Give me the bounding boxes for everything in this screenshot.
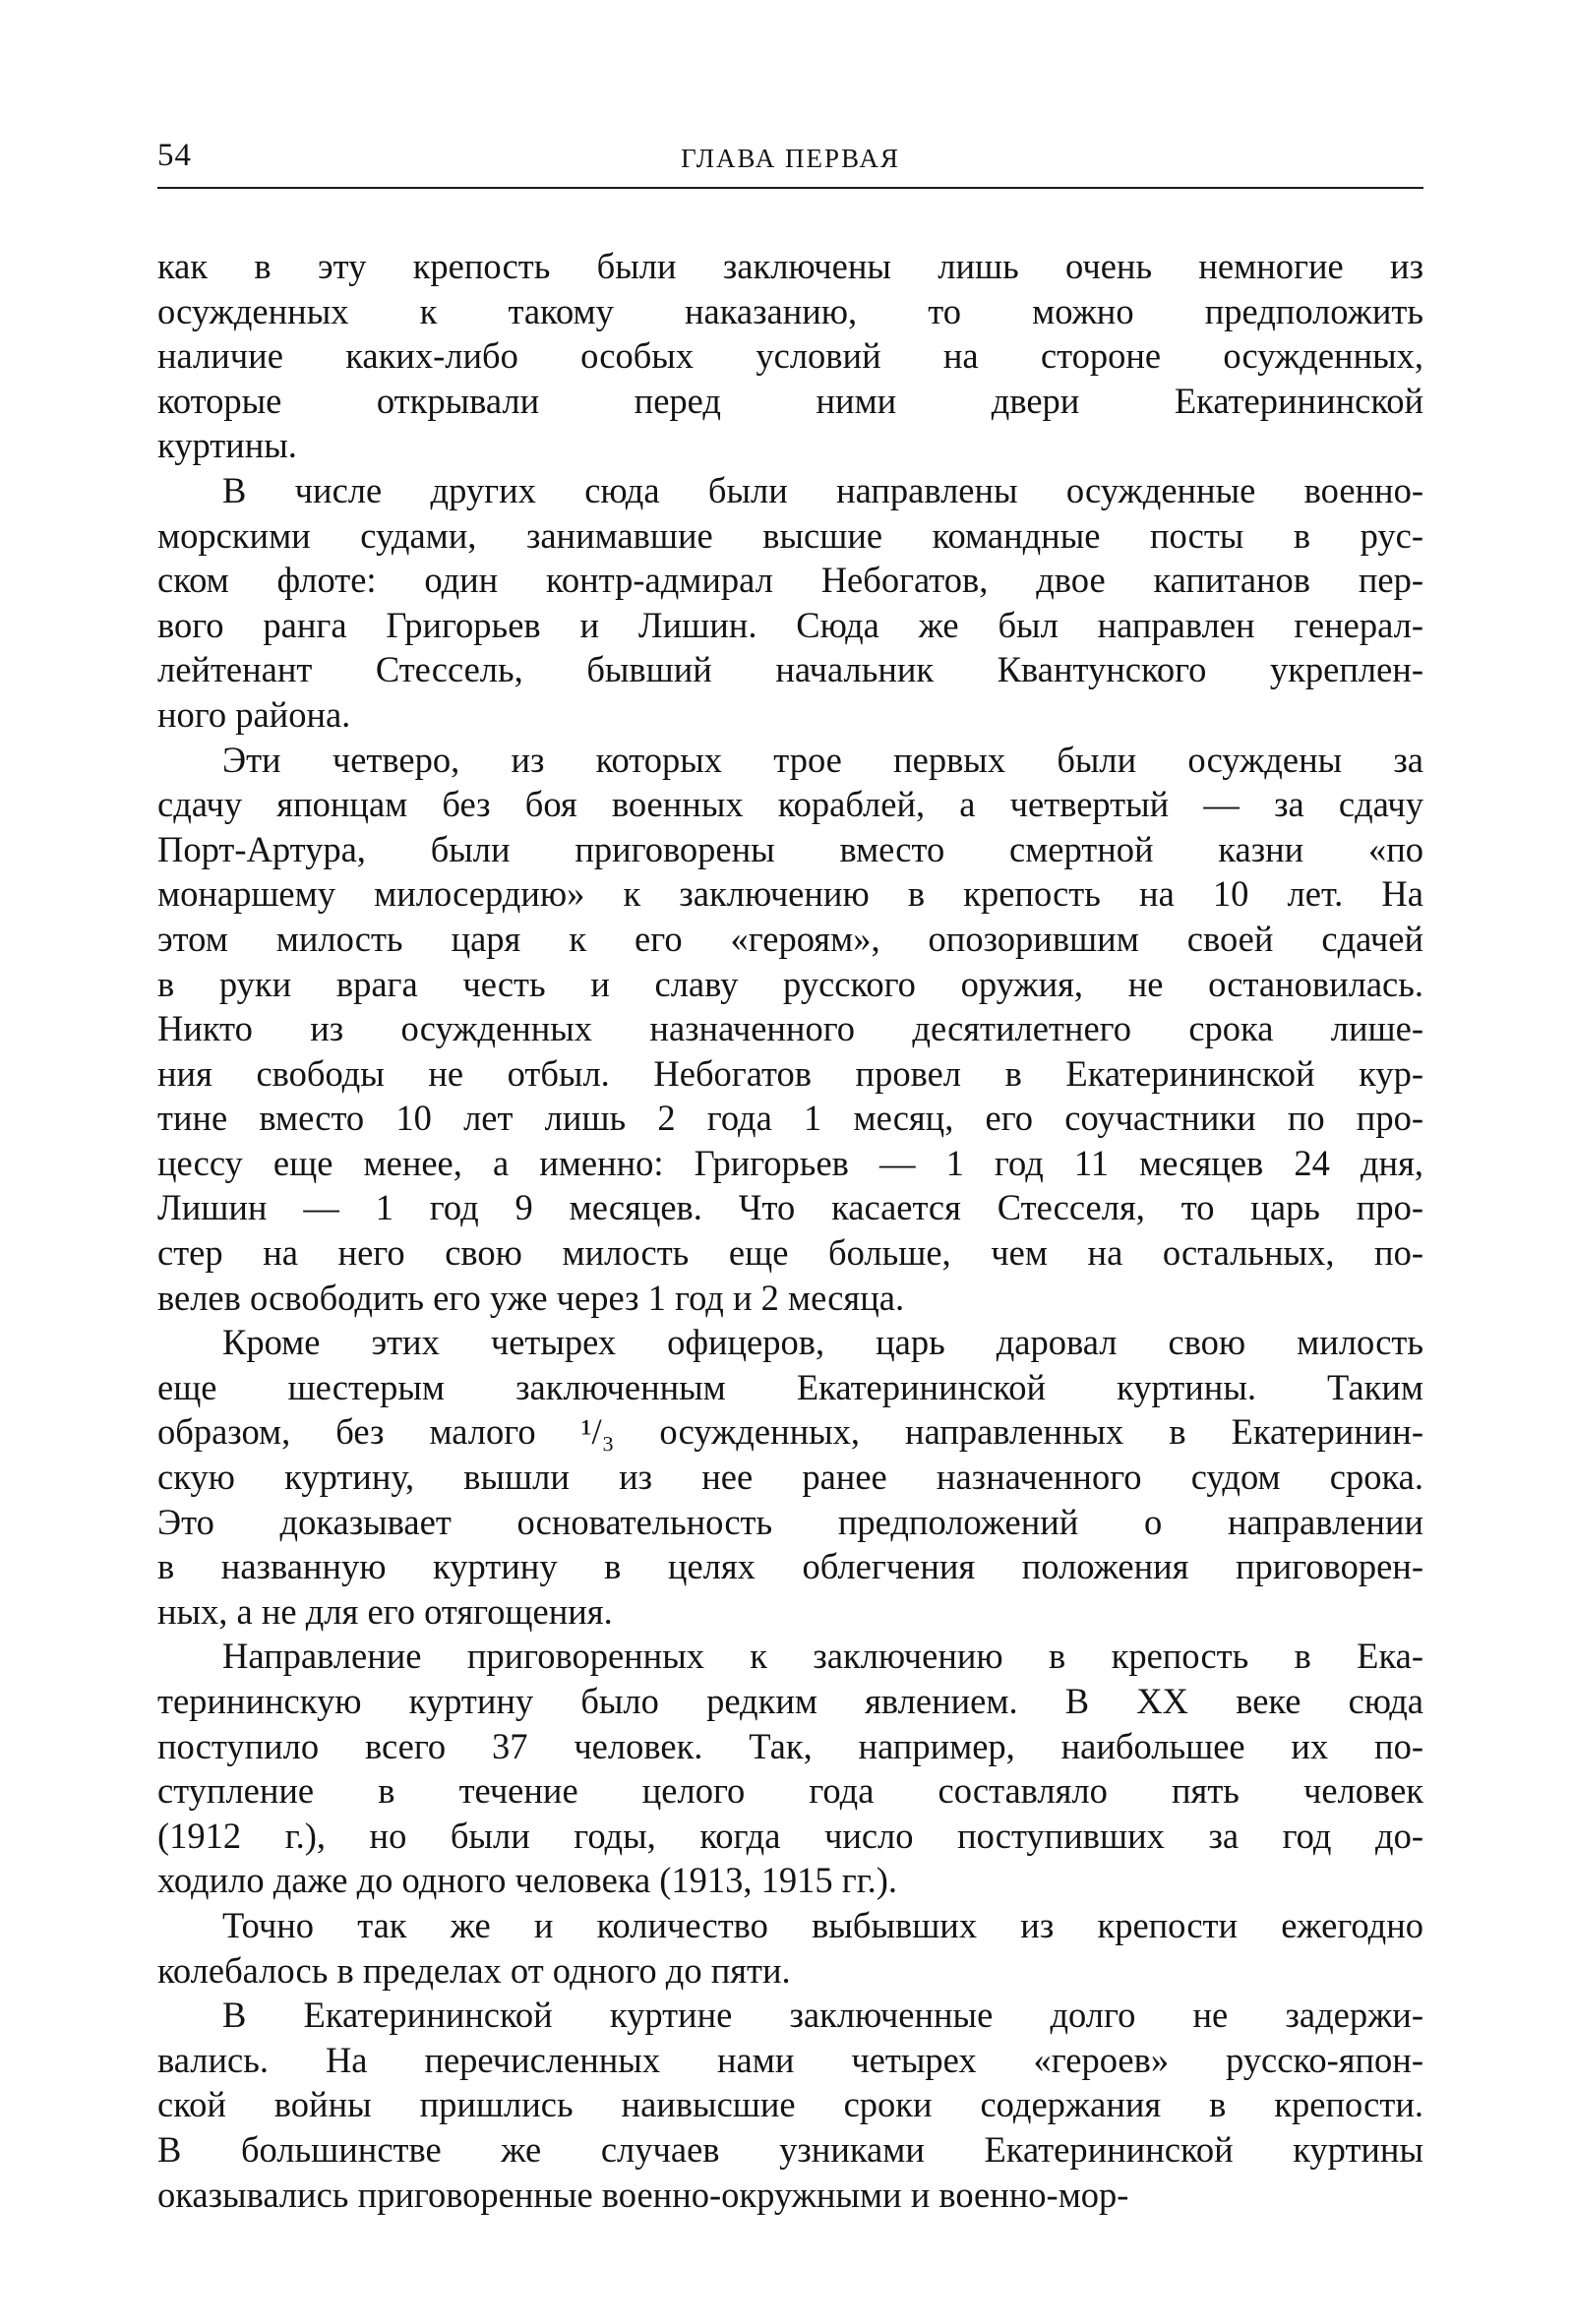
- running-head: ГЛАВА ПЕРВАЯ: [681, 144, 900, 173]
- text-line: тине вместо 10 лет лишь 2 года 1 месяц, его соучастники по про-: [157, 1098, 1423, 1139]
- page-number: 54: [157, 138, 192, 173]
- paragraph: [157, 1903, 1423, 1993]
- text-line: колебалось в пределах от одного до пяти.: [157, 1949, 791, 1991]
- paragraph: [157, 244, 1423, 468]
- paragraph: [157, 738, 1423, 1321]
- text-line: Никто из осужденных назначенного десятилетнего срока лише-: [157, 1008, 1423, 1049]
- text-line: в руки врага честь и славу русского оружия, не остановилась.: [157, 963, 1423, 1004]
- text-line: Это доказывает основательность предположений о направлении: [157, 1501, 1423, 1542]
- text-line: ступление в течение целого года составляло пять человек: [157, 1770, 1423, 1812]
- text-line: Порт-Артура, были приговорены вместо смертной казни «по: [157, 828, 1423, 869]
- text-line: еще шестерым заключенным Екатерининской куртины. Таким: [157, 1366, 1423, 1407]
- text-line: цессу еще менее, а именно: Григорьев — 1 год 11 месяцев 24 дня,: [157, 1142, 1423, 1183]
- text-line: наличие каких-либо особых условий на стороне осужденных,: [157, 335, 1423, 377]
- text-line: ния свободы не отбыл. Небогатов провел в Екатерининской кур-: [157, 1052, 1423, 1094]
- paragraph: [157, 1993, 1423, 2217]
- text-line: оказывались приговоренные военно-окружными и военно-мор-: [157, 2174, 1129, 2215]
- text-line: ного района.: [157, 693, 351, 735]
- text-line: лейтенант Стессель, бывший начальник Квантунского укреплен-: [157, 649, 1423, 690]
- text-line: Эти четверо, из которых трое первых были осуждены за: [222, 739, 1423, 780]
- text-line: В Екатерининской куртине заключенные долго не задержи-: [222, 1995, 1423, 2036]
- text-line: В числе других сюда были направлены осужденные военно-: [222, 469, 1423, 510]
- paragraph: [157, 468, 1423, 738]
- text-line: образом, без малого ¹/₃ осужденных, направленных в Екатеринин-: [157, 1411, 1423, 1453]
- text-line: осужденных к такому наказанию, то можно предположить: [157, 290, 1423, 331]
- text-line: морскими судами, занимавшие высшие командные посты в рус-: [157, 514, 1423, 556]
- text-line: ходило даже до одного человека (1913, 1915 гг.).: [157, 1860, 898, 1901]
- text-line: этом милость царя к его «героям», опозорившим своей сдачей: [157, 918, 1423, 959]
- page-header: [157, 136, 1423, 185]
- text-line: поступило всего 37 человек. Так, например, наибольшее их по-: [157, 1725, 1423, 1766]
- text-line: велев освободить его уже через 1 год и 2 месяца.: [157, 1277, 905, 1318]
- header-rule: [157, 187, 1423, 189]
- text-line: скую куртину, вышли из нее ранее назначенного судом срока.: [157, 1457, 1423, 1498]
- text-line: Лишин — 1 год 9 месяцев. Что касается Стесселя, то царь про-: [157, 1187, 1423, 1228]
- text-line: которые открывали перед ними двери Екатерининской: [157, 380, 1423, 421]
- text-line: Точно так же и количество выбывших из крепости ежегодно: [222, 1904, 1423, 1945]
- text-line: терининскую куртину было редким явлением. В XX веке сюда: [157, 1681, 1423, 1721]
- text-line: вались. На перечисленных нами четырех «героев» русско-япон-: [157, 2039, 1423, 2080]
- text-line: ных, а не для его отягощения.: [157, 1590, 613, 1632]
- text-line: ской войны пришлись наивысшие сроки содержания в крепости.: [157, 2084, 1423, 2125]
- text-line: Направление приговоренных к заключению в крепость в Ека-: [222, 1636, 1423, 1677]
- text-line: в названную куртину в целях облегчения положения приговорен-: [157, 1546, 1423, 1587]
- text-line: куртины.: [157, 425, 297, 466]
- text-line: ском флоте: один контр-адмирал Небогатов, двое капитанов пер-: [157, 560, 1423, 601]
- text-line: монаршему милосердию» к заключению в крепость на 10 лет. На: [157, 873, 1423, 915]
- paragraph: [157, 1320, 1423, 1634]
- text-line: вого ранга Григорьев и Лишин. Сюда же был направлен генерал-: [157, 604, 1423, 645]
- text-line: В большинстве же случаев узниками Екатерининской куртины: [157, 2128, 1423, 2170]
- text-line: как в эту крепость были заключены лишь очень немногие из: [157, 246, 1423, 286]
- text-line: сдачу японцам без боя военных кораблей, а четвертый — за сдачу: [157, 784, 1423, 825]
- text-line: (1912 г.), но были годы, когда число поступивших за год до-: [157, 1815, 1423, 1856]
- paragraph: [157, 1634, 1423, 1903]
- text-line: стер на него свою милость еще больше, чем на остальных, по-: [157, 1232, 1423, 1274]
- body-text: [157, 244, 1423, 2217]
- text-line: Кроме этих четырех офицеров, царь даровал свою милость: [222, 1322, 1423, 1363]
